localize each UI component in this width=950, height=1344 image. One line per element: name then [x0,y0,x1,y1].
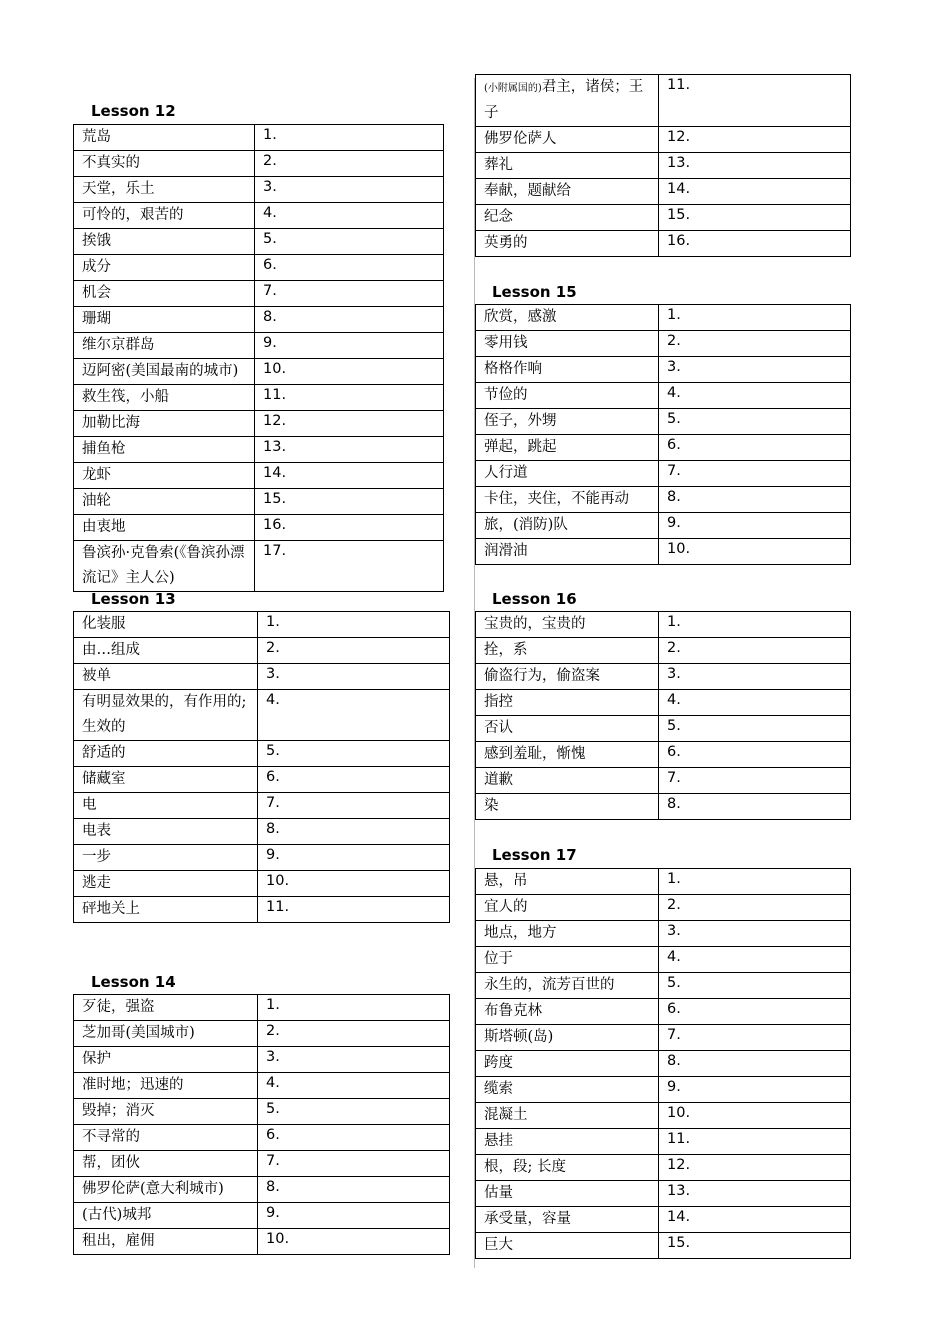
table-row [476,1155,851,1181]
table-row [476,768,851,794]
answer-cell[interactable]: 8. [258,819,450,845]
answer-cell[interactable]: 11. [258,897,450,923]
term-text: 君主，诸侯；王子 [484,79,644,121]
term-cell: 加勒比海 [74,411,255,437]
term-cell: 承受量，容量 [476,1207,659,1233]
table-row [74,741,450,767]
lesson-17-heading: Lesson 17 [492,846,577,864]
term-cell: 感到羞耻，惭愧 [476,742,659,768]
term-cell: 偷盗行为，偷盗案 [476,664,659,690]
answer-cell[interactable]: 15. [659,205,851,231]
table-row [74,385,444,411]
table-row [476,305,851,331]
table-row [476,357,851,383]
term-cell: 鲁滨孙·克鲁索(《鲁滨孙漂流记》主人公) [74,541,255,592]
term-cell: 准时地；迅速的 [74,1073,258,1099]
table-row [476,487,851,513]
table-row [74,1073,450,1099]
table-row [476,231,851,257]
term-cell: 染 [476,794,659,820]
term-cell: 天堂，乐土 [74,177,255,203]
term-cell: 奉献，题献给 [476,179,659,205]
lesson-13-heading: Lesson 13 [91,590,176,608]
term-cell: 布鲁克林 [476,999,659,1025]
answer-cell[interactable]: 6. [659,999,851,1025]
term-cell: 葬礼 [476,153,659,179]
term-cell: 宜人的 [476,895,659,921]
table-row [476,742,851,768]
answer-cell[interactable]: 7. [659,461,851,487]
table-row [74,767,450,793]
table-row [476,973,851,999]
term-cell: 珊瑚 [74,307,255,333]
term-cell: 电 [74,793,258,819]
table-row [74,125,444,151]
term-cell: 租出，雇佣 [74,1229,258,1255]
lesson-16-table [475,611,851,820]
table-row [476,1207,851,1233]
term-cell: (古代)城邦 [74,1203,258,1229]
term-cell: 可怜的，艰苦的 [74,203,255,229]
answer-cell[interactable]: 3. [258,1047,450,1073]
term-cell: 歹徒，强盗 [74,995,258,1021]
table-row [476,1103,851,1129]
table-row [74,871,450,897]
term-cell: 迈阿密(美国最南的城市) [74,359,255,385]
table-row [74,1021,450,1047]
answer-cell[interactable]: 9. [258,845,450,871]
table-row [74,515,444,541]
answer-cell[interactable]: 4. [659,383,851,409]
term-cell: 帮，团伙 [74,1151,258,1177]
table-row [476,1077,851,1103]
term-cell: 拴，系 [476,638,659,664]
term-cell: 佛罗伦萨人 [476,127,659,153]
table-row [476,409,851,435]
table-row [74,1125,450,1151]
answer-cell[interactable]: 2. [255,151,444,177]
term-cell: 弹起，跳起 [476,435,659,461]
table-row [74,1151,450,1177]
table-row [74,229,444,255]
answer-cell[interactable]: 8. [659,1051,851,1077]
table-row [74,541,444,592]
answer-cell[interactable]: 16. [659,231,851,257]
table-row [74,255,444,281]
term-cell: 化装服 [74,612,258,638]
table-row [476,539,851,565]
table-row [74,1203,450,1229]
table-row [74,1047,450,1073]
answer-cell[interactable]: 6. [258,1125,450,1151]
term-cell: 悬挂 [476,1129,659,1155]
term-cell: 芝加哥(美国城市) [74,1021,258,1047]
table-row [74,203,444,229]
term-cell: 侄子，外甥 [476,409,659,435]
table-row [74,612,450,638]
table-row [74,1177,450,1203]
answer-cell[interactable]: 9. [255,333,444,359]
answer-cell[interactable]: 5. [255,229,444,255]
answer-cell[interactable]: 5. [258,741,450,767]
table-row [476,664,851,690]
term-cell: 砰地关上 [74,897,258,923]
term-cell: 位于 [476,947,659,973]
table-row [476,716,851,742]
term-cell: 舒适的 [74,741,258,767]
answer-cell[interactable]: 9. [258,1203,450,1229]
answer-cell[interactable]: 14. [659,179,851,205]
table-row [476,153,851,179]
term-cell: 机会 [74,281,255,307]
table-row [74,638,450,664]
term-cell: 估量 [476,1181,659,1207]
table-row [74,411,444,437]
answer-cell[interactable]: 1. [258,995,450,1021]
answer-cell[interactable]: 13. [659,1181,851,1207]
answer-cell[interactable]: 1. [659,305,851,331]
answer-cell[interactable]: 5. [659,716,851,742]
answer-cell[interactable]: 3. [255,177,444,203]
answer-cell[interactable]: 11. [659,1129,851,1155]
term-cell: 佛罗伦萨(意大利城市) [74,1177,258,1203]
answer-cell[interactable]: 9. [659,513,851,539]
term-cell: 由…组成 [74,638,258,664]
answer-cell[interactable]: 2. [659,638,851,664]
table-row [476,921,851,947]
term-cell: 龙虾 [74,463,255,489]
term-cell: 悬，吊 [476,869,659,895]
term-cell: 捕鱼枪 [74,437,255,463]
term-cell: 根，段; 长度 [476,1155,659,1181]
table-row [74,664,450,690]
answer-cell[interactable]: 15. [255,489,444,515]
table-row [476,638,851,664]
answer-cell[interactable]: 5. [659,973,851,999]
term-cell: 指控 [476,690,659,716]
table-row [476,947,851,973]
answer-cell[interactable]: 6. [659,742,851,768]
table-row [74,845,450,871]
answer-cell[interactable]: 8. [659,794,851,820]
table-row [476,127,851,153]
term-cell: 欣赏，感激 [476,305,659,331]
answer-cell[interactable]: 12. [255,411,444,437]
term-cell: 永生的，流芳百世的 [476,973,659,999]
answer-cell[interactable]: 2. [258,638,450,664]
table-row [74,463,444,489]
term-cell: 挨饿 [74,229,255,255]
term-cell: 宝贵的，宝贵的 [476,612,659,638]
answer-cell[interactable]: 3. [659,921,851,947]
table-row [476,435,851,461]
answer-cell[interactable]: 8. [255,307,444,333]
table-row [476,513,851,539]
lesson-12-table [73,124,444,592]
answer-cell[interactable]: 2. [659,895,851,921]
table-row [476,999,851,1025]
table-row [74,1099,450,1125]
table-row [74,995,450,1021]
term-cell: 毁掉；消灭 [74,1099,258,1125]
lesson-14-heading: Lesson 14 [91,973,176,991]
answer-cell[interactable]: 13. [659,153,851,179]
table-row [476,331,851,357]
answer-cell[interactable]: 17. [255,541,444,592]
answer-cell[interactable]: 13. [255,437,444,463]
answer-cell[interactable]: 8. [659,487,851,513]
lesson-14-continued-table [475,74,851,257]
term-cell: 成分 [74,255,255,281]
term-cell: 混凝土 [476,1103,659,1129]
answer-cell[interactable]: 11. [255,385,444,411]
answer-cell[interactable]: 5. [659,409,851,435]
term-cell: 地点，地方 [476,921,659,947]
answer-cell[interactable]: 5. [258,1099,450,1125]
table-row [476,895,851,921]
lesson-14-table [73,994,450,1255]
lesson-16-heading: Lesson 16 [492,590,577,608]
table-row [74,281,444,307]
table-row [74,333,444,359]
table-row [74,897,450,923]
table-row [74,690,450,741]
term-cell: 维尔京群岛 [74,333,255,359]
table-row [476,1051,851,1077]
term-cell: 一步 [74,845,258,871]
table-row [74,793,450,819]
term-cell: 节俭的 [476,383,659,409]
term-cell: 被单 [74,664,258,690]
answer-cell[interactable]: 12. [659,1155,851,1181]
table-row [476,690,851,716]
table-row [74,489,444,515]
table-row [476,383,851,409]
term-note: (小附属国的) [484,83,542,94]
table-row [476,869,851,895]
table-row [74,437,444,463]
table-row [476,75,851,127]
term-cell: 巨大 [476,1233,659,1259]
answer-cell[interactable]: 4. [659,947,851,973]
table-row [74,307,444,333]
answer-cell[interactable]: 7. [255,281,444,307]
lesson-15-heading: Lesson 15 [492,283,577,301]
table-row [476,205,851,231]
lesson-17-table [475,868,851,1259]
answer-cell[interactable]: 6. [255,255,444,281]
answer-cell[interactable]: 7. [659,1025,851,1051]
answer-cell[interactable]: 10. [258,1229,450,1255]
term-cell: 逃走 [74,871,258,897]
answer-cell[interactable]: 7. [659,768,851,794]
table-row [476,612,851,638]
answer-cell[interactable]: 8. [258,1177,450,1203]
term-cell: 英勇的 [476,231,659,257]
term-cell: 卡住，夹住，不能再动 [476,487,659,513]
table-row [476,1129,851,1155]
answer-cell[interactable]: 9. [659,1077,851,1103]
answer-cell[interactable]: 6. [659,435,851,461]
term-cell: 电表 [74,819,258,845]
term-cell: 救生筏，小船 [74,385,255,411]
term-cell: 荒岛 [74,125,255,151]
answer-cell[interactable]: 3. [659,664,851,690]
lesson-12-heading: Lesson 12 [91,102,176,120]
term-cell: 储藏室 [74,767,258,793]
answer-cell[interactable]: 4. [659,690,851,716]
term-cell [476,75,659,127]
lesson-15-table [475,304,851,565]
answer-cell[interactable]: 6. [258,767,450,793]
answer-cell[interactable]: 1. [258,612,450,638]
answer-cell[interactable]: 15. [659,1233,851,1259]
answer-cell[interactable]: 10. [659,1103,851,1129]
answer-cell[interactable]: 11. [659,75,851,127]
term-cell: 纪念 [476,205,659,231]
answer-cell[interactable]: 2. [258,1021,450,1047]
term-cell: 格格作响 [476,357,659,383]
answer-cell[interactable]: 10. [258,871,450,897]
table-row [476,794,851,820]
term-cell: 否认 [476,716,659,742]
term-cell: 跨度 [476,1051,659,1077]
term-cell: 人行道 [476,461,659,487]
answer-cell[interactable]: 1. [255,125,444,151]
term-cell: 润滑油 [476,539,659,565]
table-row [476,1025,851,1051]
answer-cell[interactable]: 14. [255,463,444,489]
table-row [476,179,851,205]
term-cell: 斯塔顿(岛) [476,1025,659,1051]
answer-cell[interactable]: 1. [659,612,851,638]
answer-cell[interactable]: 16. [255,515,444,541]
lesson-13-table [73,611,450,923]
answer-cell[interactable]: 7. [258,1151,450,1177]
term-cell: 由衷地 [74,515,255,541]
table-row [476,461,851,487]
table-row [74,819,450,845]
term-cell: 零用钱 [476,331,659,357]
answer-cell[interactable]: 3. [659,357,851,383]
term-cell: 保护 [74,1047,258,1073]
term-cell: 道歉 [476,768,659,794]
answer-cell[interactable]: 2. [659,331,851,357]
answer-cell[interactable]: 10. [255,359,444,385]
term-cell: 不寻常的 [74,1125,258,1151]
term-cell: 有明显效果的，有作用的; 生效的 [74,690,258,741]
table-row [476,1181,851,1207]
answer-cell[interactable]: 7. [258,793,450,819]
term-cell: 不真实的 [74,151,255,177]
term-cell: 油轮 [74,489,255,515]
answer-cell[interactable]: 3. [258,664,450,690]
table-row [74,151,444,177]
answer-cell[interactable]: 12. [659,127,851,153]
answer-cell[interactable]: 14. [659,1207,851,1233]
term-cell: 缆索 [476,1077,659,1103]
answer-cell[interactable]: 10. [659,539,851,565]
answer-cell[interactable]: 4. [255,203,444,229]
table-row [74,177,444,203]
term-cell: 旅，(消防)队 [476,513,659,539]
answer-cell[interactable]: 1. [659,869,851,895]
answer-cell[interactable]: 4. [258,1073,450,1099]
table-row [74,359,444,385]
table-row [74,1229,450,1255]
table-row [476,1233,851,1259]
answer-cell[interactable]: 4. [258,690,450,741]
